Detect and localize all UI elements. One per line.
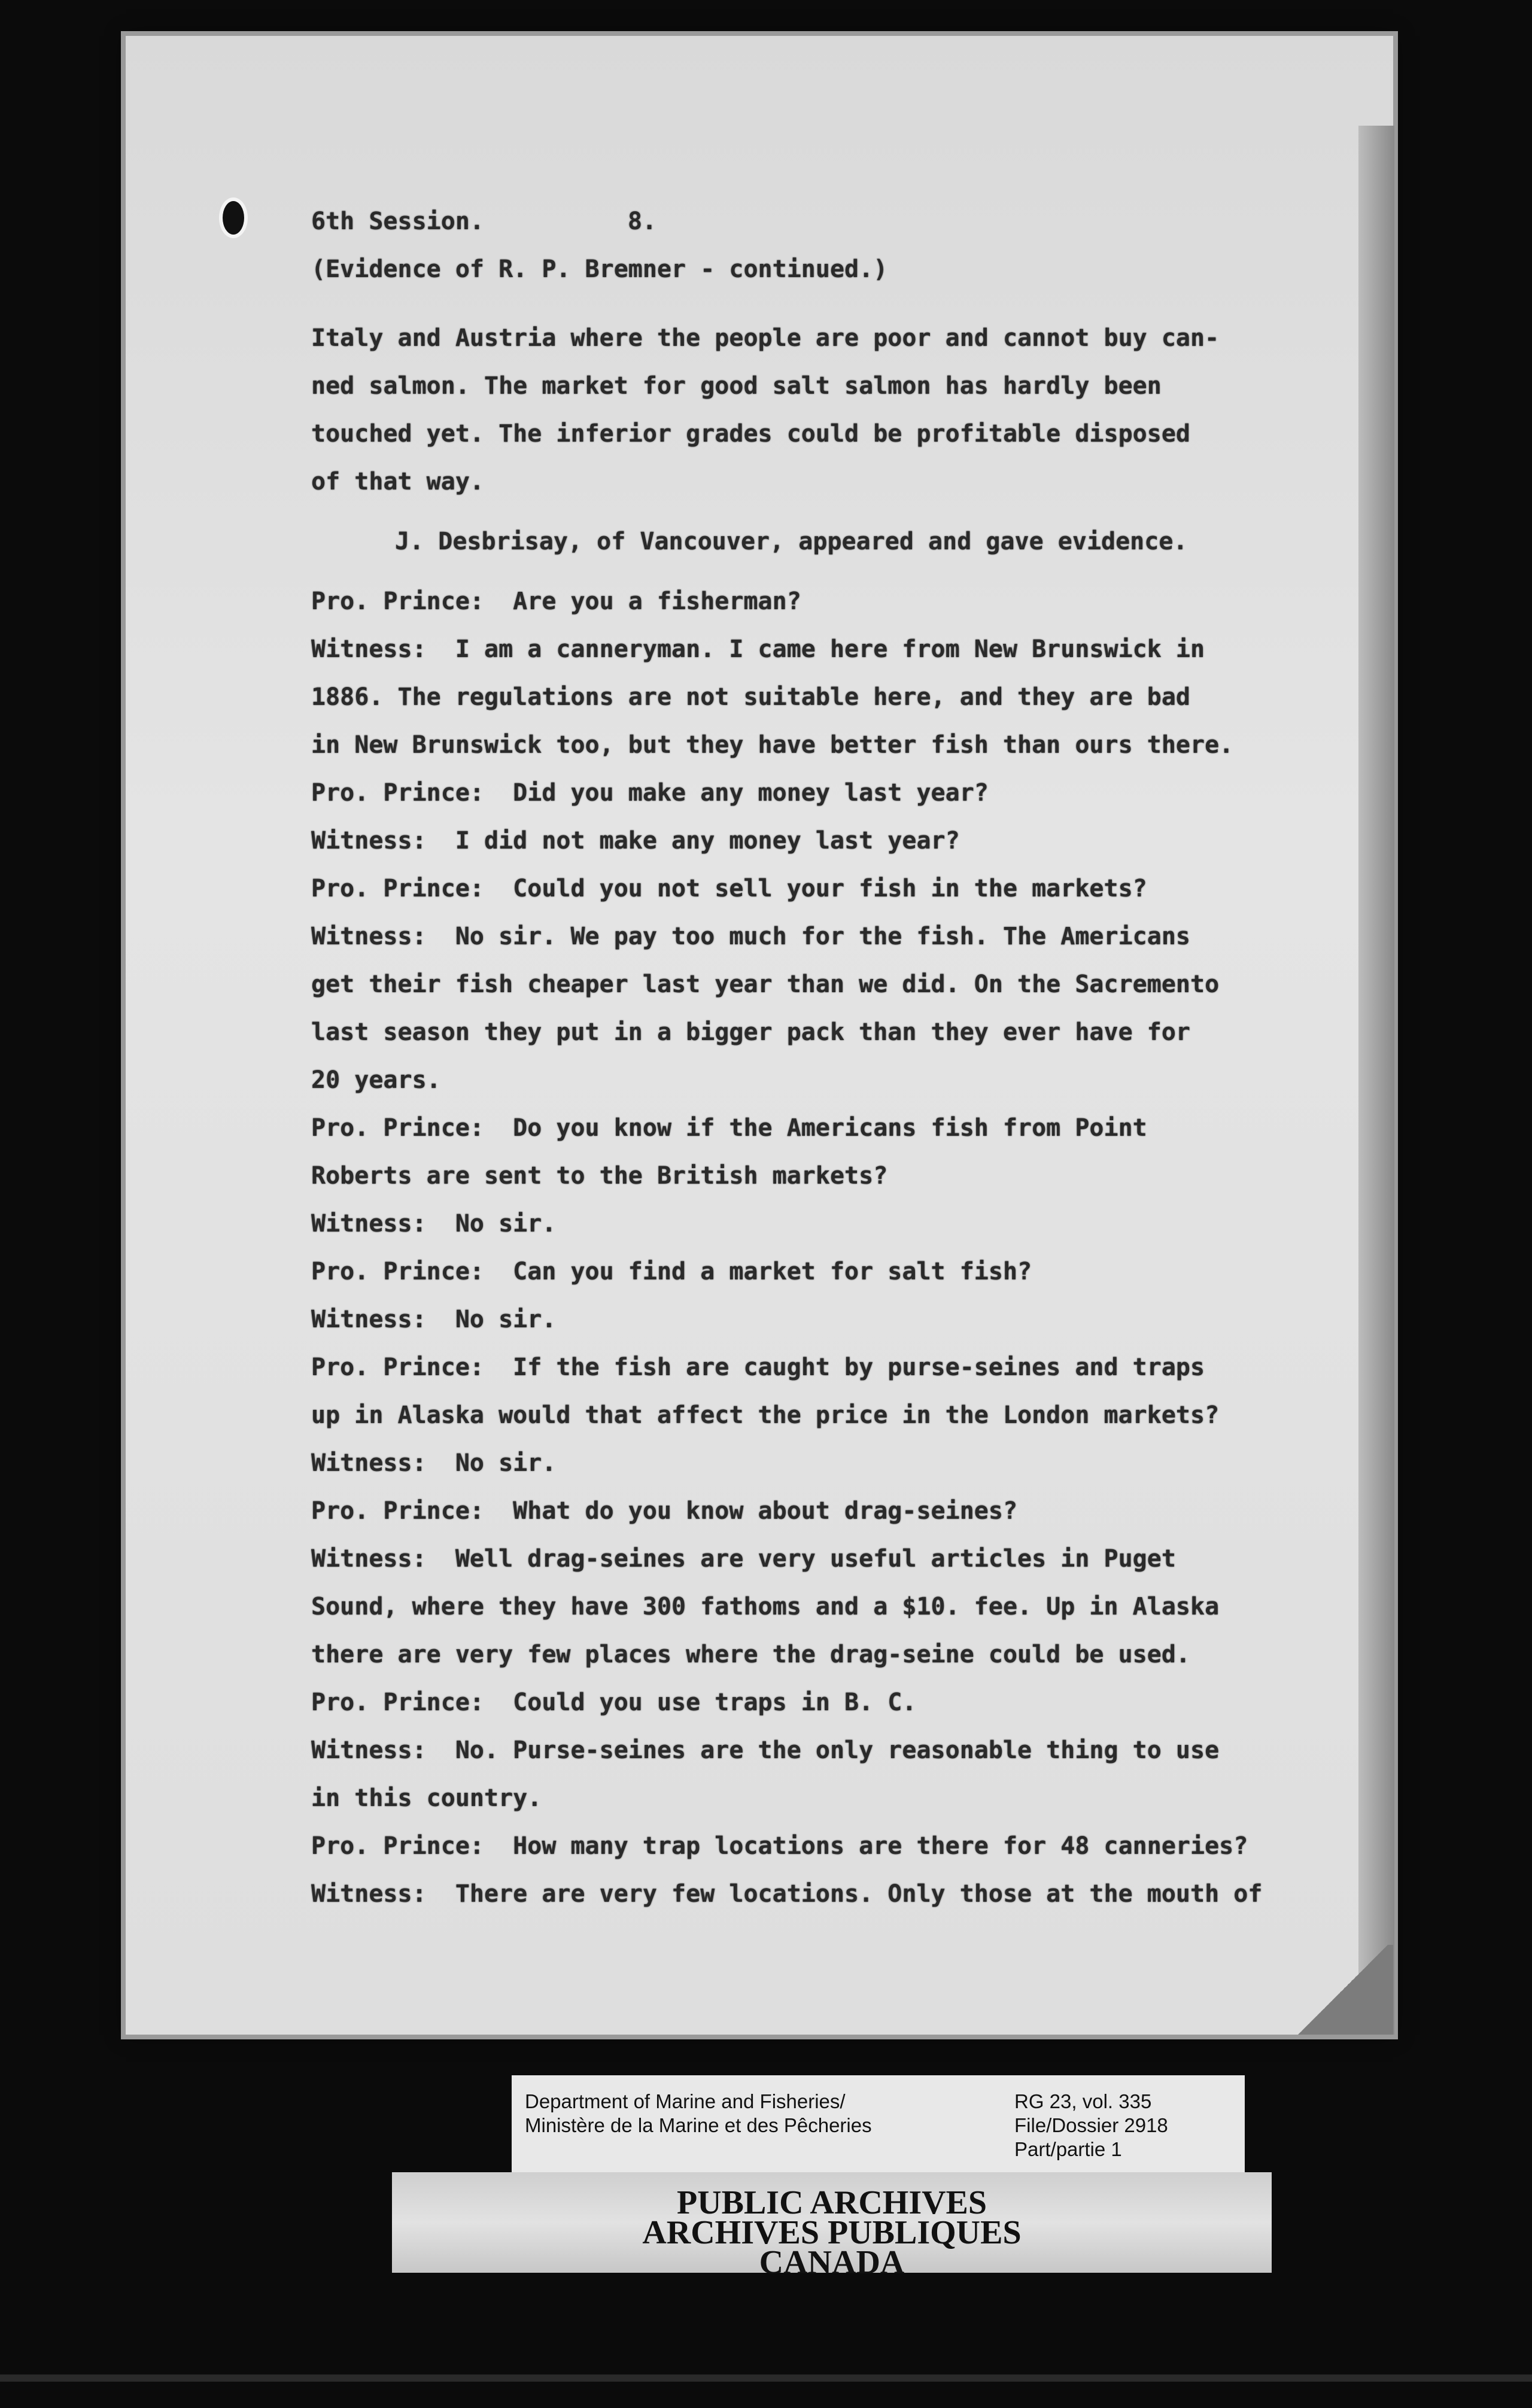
dialogue-line: 1886. The regulations are not suitable here, and they are bad [311,683,1191,711]
dialogue-line: Sound, where they have 300 fathoms and a $10. fee. Up in Alaska [311,1593,1220,1620]
paragraph-line: of that way. [311,468,484,495]
dialogue-line: Pro. Prince: What do you know about drag-seines? [311,1497,1018,1525]
scan-border [0,2374,1532,2382]
paragraph-line: touched yet. The inferior grades could be profitable disposed [311,420,1191,448]
dialogue-line: there are very few places where the drag-seine could be used. [311,1641,1191,1668]
department-line: Department of Marine and Fisheries/ [525,2090,846,2112]
dialogue-line: in New Brunswick too, but they have better fish than ours there. [311,731,1234,759]
dialogue-line: Witness: No sir. We pay too much for the fish. The Americans [311,923,1191,950]
stamp-line: ARCHIVES PUBLIQUES [642,2214,1022,2251]
dialogue-line: Pro. Prince: Could you not sell your fish in the markets? [311,875,1147,902]
dialogue-line: up in Alaska would that affect the price in the London markets? [311,1401,1220,1429]
stamp-line: PUBLIC ARCHIVES [676,2184,987,2221]
dialogue-line: Witness: No sir. [311,1210,557,1238]
punch-hole [219,197,248,238]
record-reference [1014,2090,1168,2161]
department-line: Ministère de la Marine et des Pêcheries [525,2114,872,2136]
stamp-line: CANADA [759,2244,905,2281]
dialogue-line: Witness: No sir. [311,1449,557,1477]
page-header [311,197,1281,245]
dialogue-line: in this country. [311,1784,542,1812]
paragraph-line: Italy and Austria where the people are poor and cannot buy can- [311,324,1220,352]
page-edge-shadow [1358,126,1394,2035]
page-corner-fold [1293,1945,1393,2035]
dialogue-line: 20 years. [311,1066,441,1094]
dialogue-line: Witness: Well drag-seines are very useful articles in Puget [311,1545,1176,1573]
dialogue-line: Witness: There are very few locations. Only those at the mouth of [311,1880,1263,1908]
dialogue-line: last season they put in a bigger pack than they ever have for [311,1018,1191,1046]
reference-line: Part/partie 1 [1014,2138,1122,2160]
paragraph-line: ned salmon. The market for good salt salmon has hardly been [311,372,1162,400]
department-name [525,2090,872,2138]
dialogue-line: Pro. Prince: How many trap locations are there for 48 canneries? [311,1832,1248,1860]
dialogue-line: Pro. Prince: Could you use traps in B. C. [311,1689,917,1716]
dialogue-line: Pro. Prince: If the fish are caught by purse-seines and traps [311,1354,1205,1381]
page-number: 8. [627,208,657,235]
paragraph-block [311,314,1281,506]
dialogue-block [311,577,1281,1918]
session-label: 6th Session. [311,208,484,235]
reference-line: RG 23, vol. 335 [1014,2090,1152,2112]
dialogue-line: Pro. Prince: Can you find a market for salt fish? [311,1258,1032,1285]
evidence-subheader: (Evidence of R. P. Bremner - continued.) [311,256,888,283]
witness-heading: J. Desbrisay, of Vancouver, appeared and gave evidence. [395,528,1188,555]
public-archives-stamp [392,2172,1272,2281]
reference-line: File/Dossier 2918 [1014,2114,1168,2136]
dialogue-line: Witness: No. Purse-seines are the only reasonable thing to use [311,1737,1220,1764]
dialogue-line: Pro. Prince: Did you make any money last year? [311,779,989,807]
dialogue-line: get their fish cheaper last year than we did. On the Sacremento [311,971,1220,998]
dialogue-line: Pro. Prince: Are you a fisherman? [311,588,801,615]
typed-document-text [311,197,1281,1918]
dialogue-line: Witness: I did not make any money last year? [311,827,960,855]
dialogue-line: Witness: I am a canneryman. I came here from New Brunswick in [311,636,1205,663]
dialogue-line: Roberts are sent to the British markets? [311,1162,888,1190]
dialogue-line: Witness: No sir. [311,1306,557,1333]
dialogue-line: Pro. Prince: Do you know if the Americans fish from Point [311,1114,1147,1142]
